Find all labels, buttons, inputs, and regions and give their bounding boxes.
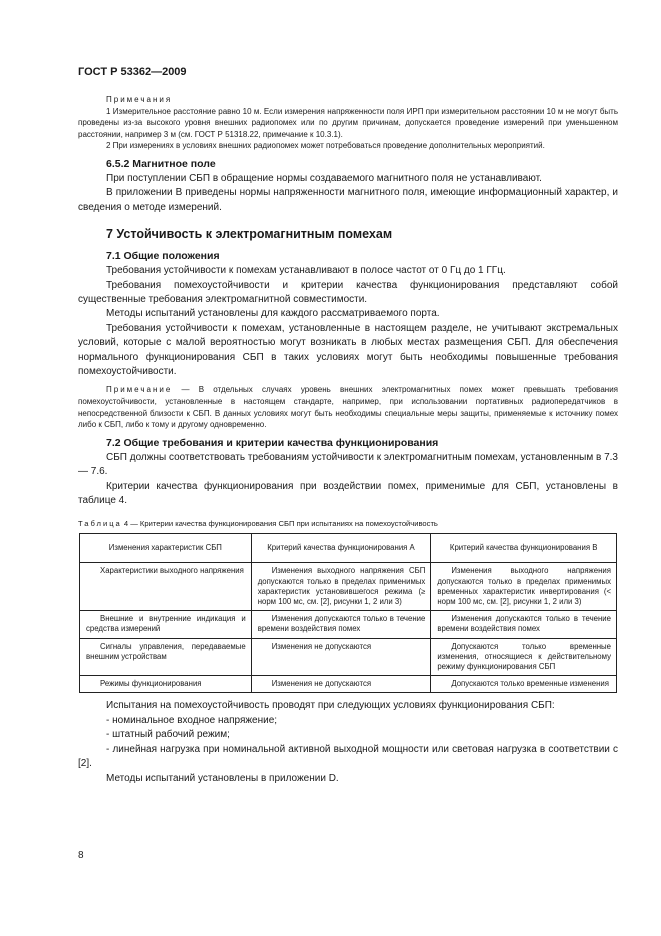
table-cell <box>80 638 252 676</box>
heading-7-2: 7.2 Общие требования и критерии качества функционирования <box>106 436 439 449</box>
table-cell <box>251 638 431 676</box>
table-cell <box>431 563 617 611</box>
note-7-1 <box>78 384 618 430</box>
paragraph: В приложении В приведены нормы напряженности магнитного поля, имеющие информационный характер, и сведения о методе измерений. <box>78 187 618 213</box>
table-caption <box>78 518 618 529</box>
cell-text: Изменения не допускаются <box>271 679 372 689</box>
table-cell <box>80 563 252 611</box>
heading-7: 7 Устойчивость к электромагнитным помехам <box>106 227 393 242</box>
table-row <box>80 563 617 611</box>
table-cell <box>251 676 431 693</box>
methods-paragraph: Методы испытаний установлены в приложении D. <box>106 772 339 784</box>
table-header-cell: Критерий качества функционирования В <box>431 534 617 563</box>
paragraph: СБП должны соответствовать требованиям устойчивости к электромагнитным помехам, установленным в 7.3 — 7.6. <box>78 451 618 478</box>
note-1: 1 Измерительное расстояние равно 10 м. Если измерения напряженности поля ИРП при измерительном расстоянии 10 м не могут быть проведены из-за высокого уровня внешних радиопомех или по другим причинам, допускается проведение измерений при уменьшенном расстоянии, например 3 м (см. ГОСТ Р 51318.22, примечание к 10.3.1). <box>78 106 618 139</box>
table-4 <box>79 533 617 693</box>
cell-text: Сигналы управления, передаваемые внешним устройствам <box>86 641 246 661</box>
table-cell <box>251 611 431 638</box>
cell-text: Изменения допускаются только в течение времени воздействия помех <box>437 614 611 634</box>
cell-text: Характеристики выходного напряжения <box>100 566 244 576</box>
note-2: 2 При измерениях в условиях внешних радиопомех может потребоваться проведение дополнительных мероприятий. <box>106 141 545 151</box>
cell-text: Режимы функционирования <box>100 679 202 689</box>
table-cell <box>431 611 617 638</box>
table-row <box>80 611 617 638</box>
table-cell <box>80 611 252 638</box>
table-row <box>80 676 617 693</box>
table-cell <box>431 638 617 676</box>
cell-text: Допускаются только временные изменения <box>451 679 609 689</box>
cell-text: Внешние и внутренние индикация и средства измерений <box>86 614 246 634</box>
list-item: - штатный рабочий режим; <box>106 729 230 741</box>
table-header-cell: Изменения характеристик СБП <box>80 534 252 563</box>
table-caption-label: Таблица <box>78 519 122 529</box>
cell-text: Изменения не допускаются <box>271 641 372 651</box>
page-content <box>78 94 618 786</box>
table-row <box>80 638 617 676</box>
note-body: — В отдельных случаях уровень внешних электромагнитных помех может превышать требования помехоустойчивости, установленные в настоящем стандарте, например, при использовании портативных радиопередатчиков в непосредственной близости к СБП. В данных условиях могут быть необходимы специальные меры защиты, применяемые к источнику помех либо к СБП, либо к тому и другому одновременно. <box>78 385 618 430</box>
conditions-intro: Испытания на помехоустойчивость проводят при следующих условиях функционирования СБП: <box>106 700 555 712</box>
heading-7-1: 7.1 Общие положения <box>106 250 220 263</box>
document-header: ГОСТ Р 53362—2009 <box>78 66 187 78</box>
page-number: 8 <box>78 850 84 861</box>
paragraph: Требования устойчивости к помехам устанавливают в полосе частот от 0 Гц до 1 ГГц. <box>106 265 506 277</box>
paragraph: При поступлении СБП в обращение нормы создаваемого магнитного поля не устанавливают. <box>106 172 542 184</box>
cell-text: Изменения выходного напряжения СБП допускаются только в пределах применимых характеристик установившегося режима (≥ норм 100 мс, см. [2], рисунки 1, 2 или 3) <box>257 566 426 607</box>
list-item: - линейная нагрузка при номинальной активной выходной мощности или световая нагрузка в соответствии с [2]. <box>78 743 618 770</box>
cell-text: Изменения допускаются только в течение времени воздействия помех <box>257 614 426 634</box>
table-header-cell: Критерий качества функционирования А <box>251 534 431 563</box>
paragraph: Критерии качества функционирования при воздействии помех, применимые для СБП, установлены в таблице 4. <box>78 480 618 507</box>
note-7-1-text <box>78 384 618 430</box>
table-header-row <box>80 534 617 563</box>
paragraph: Требования помехоустойчивости и критерии качества функционирования представляют собой существенные требования электромагнитной совместимости. <box>78 279 618 305</box>
paragraph: Требования устойчивости к помехам, установленные в настоящем разделе, не учитывают экстремальных условий, которые с малой вероятностью могут возникать в любых местах размещения СБП. Для обеспечения нормального функционирования СБП в таких условиях могут быть необходимы повышенные требования помехоустойчивости. <box>78 322 618 378</box>
notes-title: Примечания <box>106 95 173 104</box>
table-cell <box>80 676 252 693</box>
table-cell <box>431 676 617 693</box>
list-item: - номинальное входное напряжение; <box>106 714 278 726</box>
cell-text: Изменения выходного напряжения допускаются только в пределах применимых временных характеристик инвертирования (< норм 100 мс, см. [2], рисунки 1, 2 или 3) <box>437 566 611 607</box>
heading-6-5-2: 6.5.2 Магнитное поле <box>106 157 216 170</box>
table-cell <box>251 563 431 611</box>
cell-text: Допускаются только временные изменения, относящиеся к действительному режиму функционирования СБП <box>437 641 611 672</box>
paragraph: Методы испытаний установлены для каждого рассматриваемого порта. <box>106 308 440 320</box>
table-caption-text: 4 — Критерии качества функционирования СБП при испытаниях на помехоустойчивость <box>121 519 438 529</box>
note-label: Примечание <box>106 385 173 395</box>
notes-top <box>78 94 618 152</box>
